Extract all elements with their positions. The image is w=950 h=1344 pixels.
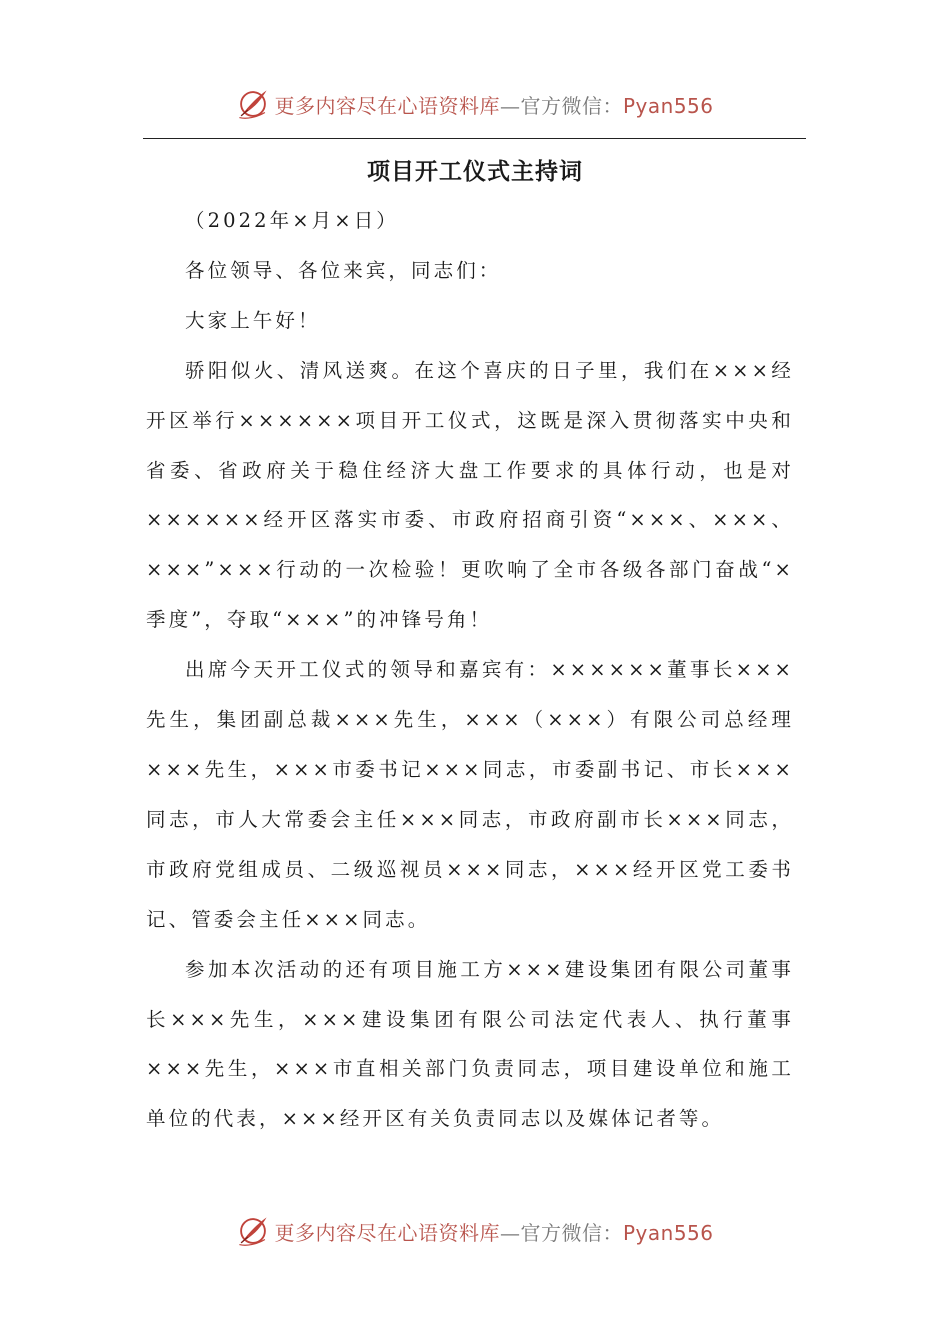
watermark-text: 更多内容尽在心语资料库—官方微信：Pyan556	[274, 93, 714, 118]
date-line: （2022年×月×日）	[185, 209, 399, 232]
body-paragraph: 骄阳似火、清风送爽。在这个喜庆的日子里，我们在×××经开区举行××××××项目开工仪式，这既是深入贯彻落实中央和省委、省政府关于稳住经济大盘工作要求的具体行动，也是对××××××经开区落实市委、市政府招商引资“×××、×××、×××”×××行动的一次检验！更吹响了全市各级各部门奋战“×季度”，夺取“×××”的冲锋号角！	[146, 358, 794, 632]
quill-pen-logo-icon	[236, 87, 270, 121]
body-paragraph: 参加本次活动的还有项目施工方×××建设集团有限公司董事长×××先生，×××建设集团有限公司法定代表人、执行董事×××先生，×××市直相关部门负责同志，项目建设单位和施工单位的代表，×××经开区有关负责同志以及媒体记者等。	[146, 957, 794, 1131]
body-paragraph: 出席今天开工仪式的领导和嘉宾有：××××××董事长×××先生，集团副总裁×××先生，×××（×××）有限公司总经理×××先生，×××市委书记×××同志，市委副书记、市长×××同志，市人大常委会主任×××同志，市政府副市长×××同志，市政府党组成员、二级巡视员×××同志，×××经开区党工委书记、管委会主任×××同志。	[146, 658, 794, 931]
salutation: 各位领导、各位来宾，同志们：	[185, 258, 502, 282]
document-body	[146, 196, 794, 1144]
quill-pen-logo-icon	[236, 1214, 270, 1248]
footer-watermark	[0, 1211, 950, 1251]
watermark-text: 更多内容尽在心语资料库—官方微信：Pyan556	[274, 1220, 714, 1245]
header-watermark	[0, 84, 950, 124]
header-divider	[143, 138, 806, 139]
greeting: 大家上午好！	[185, 308, 321, 332]
document-title: 项目开工仪式主持词	[367, 158, 583, 185]
